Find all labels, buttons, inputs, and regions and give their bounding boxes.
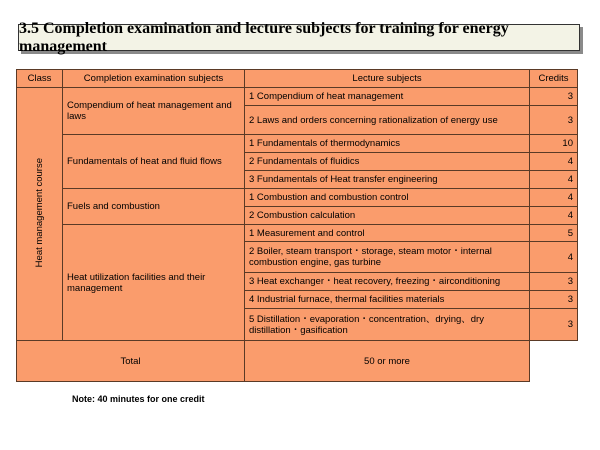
lecture-subject: 2 Boiler, steam transport・storage, steam motor・internal combustion engine, gas turbine — [245, 242, 530, 273]
lecture-subject: 5 Distillation・evaporation・concentration、drying、dry distillation・gasification — [245, 309, 530, 341]
lecture-credits: 10 — [530, 135, 578, 153]
completion-subject: Fuels and combustion — [63, 189, 245, 225]
lecture-credits: 3 — [530, 309, 578, 341]
lecture-credits: 4 — [530, 189, 578, 207]
page-title: 3.5 Completion examination and lecture subjects for training for energy management — [18, 24, 580, 51]
lecture-subject: 3 Fundamentals of Heat transfer engineering — [245, 171, 530, 189]
completion-subject: Compendium of heat management and laws — [63, 88, 245, 135]
header-class: Class — [17, 70, 63, 88]
header-row — [17, 70, 578, 88]
completion-subject: Heat utilization facilities and their management — [63, 225, 245, 341]
lecture-credits: 3 — [530, 106, 578, 135]
credit-note: Note: 40 minutes for one credit — [72, 394, 205, 404]
header-credits: Credits — [530, 70, 578, 88]
lecture-subject: 2 Fundamentals of fluidics — [245, 153, 530, 171]
lecture-subject: 1 Compendium of heat management — [245, 88, 530, 106]
lecture-credits: 5 — [530, 225, 578, 242]
lecture-subject: 2 Laws and orders concerning rationalization of energy use — [245, 106, 530, 135]
header-lecture-subjects: Lecture subjects — [245, 70, 530, 88]
lecture-subject: 4 Industrial furnace, thermal facilities materials — [245, 291, 530, 309]
total-credits: 50 or more — [245, 341, 530, 382]
completion-subject: Fundamentals of heat and fluid flows — [63, 135, 245, 189]
header-completion-subjects: Completion examination subjects — [63, 70, 245, 88]
lecture-credits: 3 — [530, 291, 578, 309]
table-row — [17, 225, 578, 242]
lecture-subject: 2 Combustion calculation — [245, 207, 530, 225]
class-label: Heat management course — [34, 157, 45, 268]
table-row — [17, 135, 578, 153]
table-row — [17, 189, 578, 207]
total-row — [17, 341, 578, 382]
lecture-subject: 1 Fundamentals of thermodynamics — [245, 135, 530, 153]
class-cell — [17, 88, 63, 341]
lecture-credits: 4 — [530, 242, 578, 273]
lecture-credits: 4 — [530, 207, 578, 225]
lecture-credits: 3 — [530, 273, 578, 291]
lecture-credits: 4 — [530, 153, 578, 171]
lecture-subject: 1 Measurement and control — [245, 225, 530, 242]
table-row — [17, 88, 578, 106]
credits-table — [16, 69, 578, 382]
lecture-subject: 1 Combustion and combustion control — [245, 189, 530, 207]
lecture-credits: 3 — [530, 88, 578, 106]
lecture-credits: 4 — [530, 171, 578, 189]
total-label: Total — [17, 341, 245, 382]
lecture-subject: 3 Heat exchanger・heat recovery, freezing・airconditioning — [245, 273, 530, 291]
